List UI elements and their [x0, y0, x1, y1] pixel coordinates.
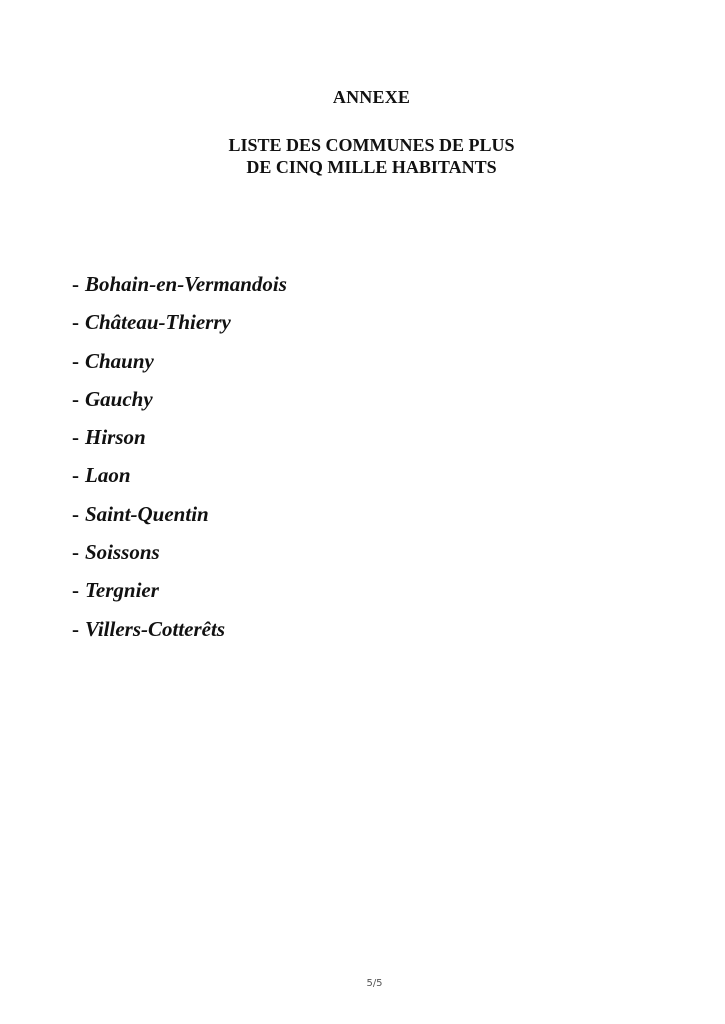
- commune-list: [72, 270, 287, 653]
- list-marker: -: [72, 616, 79, 641]
- commune-name: Château-Thierry: [85, 310, 231, 335]
- list-marker: -: [72, 272, 79, 296]
- commune-item: [72, 615, 287, 653]
- commune-item: [72, 576, 287, 614]
- commune-item: [72, 538, 287, 576]
- list-marker: -: [72, 425, 79, 450]
- commune-name: Tergnier: [85, 578, 159, 603]
- commune-name: Saint-Quentin: [85, 501, 209, 526]
- commune-item: [72, 461, 287, 499]
- list-marker: -: [72, 463, 79, 488]
- list-title-line-1: LISTE DES COMMUNES DE PLUS: [228, 135, 515, 155]
- commune-item: [72, 423, 287, 461]
- commune-item: [72, 500, 287, 538]
- commune-name: Laon: [85, 463, 131, 488]
- commune-item: [72, 270, 287, 308]
- page-number: 5/5: [366, 978, 383, 989]
- list-marker: -: [72, 501, 79, 526]
- commune-name: Chauny: [85, 348, 154, 373]
- commune-item: [72, 347, 287, 385]
- commune-item: [72, 385, 287, 423]
- list-marker: -: [72, 578, 79, 603]
- commune-name: Hirson: [85, 425, 146, 450]
- list-marker: -: [72, 540, 79, 565]
- annex-title: ANNEXE: [332, 87, 411, 107]
- commune-name: Bohain-en-Vermandois: [85, 272, 287, 296]
- list-marker: -: [72, 348, 79, 373]
- list-title: [0, 134, 725, 178]
- list-title-line-2: DE CINQ MILLE HABITANTS: [246, 157, 497, 177]
- commune-item: [72, 308, 287, 346]
- list-marker: -: [72, 386, 79, 411]
- commune-name: Soissons: [85, 540, 160, 565]
- commune-name: Villers-Cotterêts: [85, 616, 226, 641]
- commune-name: Gauchy: [85, 386, 153, 411]
- list-marker: -: [72, 310, 79, 335]
